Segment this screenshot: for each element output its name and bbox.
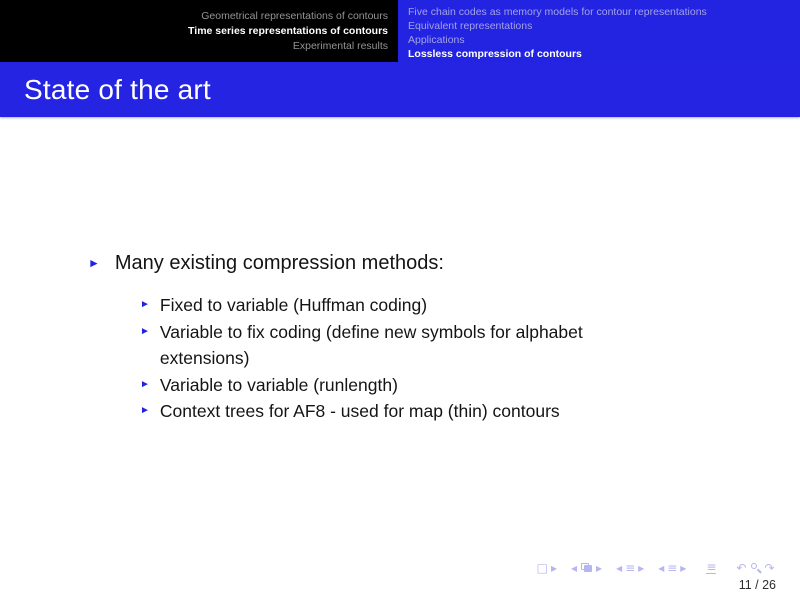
prev-subsection-arrow-icon[interactable]: ◂: [616, 560, 623, 575]
subsection-icon[interactable]: ≡: [625, 560, 636, 575]
next-section-arrow-icon[interactable]: ▸: [680, 560, 687, 575]
frame-title-bar: [0, 62, 800, 117]
bullet-triangle-icon: ►: [140, 325, 150, 337]
section-nav: [0, 0, 398, 62]
sub-bullet-text: Variable to variable (runlength): [159, 374, 398, 395]
section-icon[interactable]: ≡: [667, 560, 678, 575]
section-link-experimental[interactable]: Experimental results: [292, 40, 388, 52]
subsection-nav: [398, 0, 800, 62]
forward-icon[interactable]: ↷: [764, 560, 775, 575]
list-item: [88, 250, 800, 276]
sub-bullet-text: Fixed to variable (Huffman coding): [159, 295, 428, 315]
subsection-link-applications[interactable]: Applications: [408, 34, 465, 46]
bullet-triangle-icon: ►: [88, 256, 100, 270]
back-icon[interactable]: ↶: [736, 560, 747, 575]
presentation-icon[interactable]: ≡: [706, 559, 717, 574]
headline: [0, 0, 800, 62]
main-bullet-text: Many existing compression methods:: [114, 252, 444, 274]
section-link-geometrical[interactable]: Geometrical representations of contours: [201, 10, 388, 22]
sub-bullet-text: Variable to fix coding (define new symbols for alphabet extensions): [159, 321, 583, 368]
sub-bullet-list: [140, 292, 800, 425]
list-item: [140, 292, 800, 319]
frame-title: State of the art: [24, 73, 211, 105]
list-item: [140, 319, 800, 372]
subsection-link-chain-codes[interactable]: Five chain codes as memory models for contour representations: [408, 6, 707, 18]
next-subsection-arrow-icon[interactable]: ▸: [638, 560, 645, 575]
list-item: [140, 372, 800, 399]
section-link-time-series-current[interactable]: Time series representations of contours: [188, 25, 388, 37]
next-frame-arrow-icon[interactable]: ▸: [596, 560, 603, 575]
footer: [535, 560, 776, 592]
sub-bullet-text: Context trees for AF8 - used for map (thin) contours: [159, 401, 560, 421]
bullet-triangle-icon: ►: [140, 405, 150, 416]
slide-content: [0, 250, 800, 425]
slide-icon[interactable]: □: [536, 560, 548, 575]
subsection-link-equivalent[interactable]: Equivalent representations: [408, 20, 533, 32]
page-number: 11 / 26: [738, 578, 776, 592]
subsection-link-lossless-current[interactable]: Lossless compression of contours: [408, 48, 582, 60]
search-icon[interactable]: [750, 562, 761, 573]
beamer-navigation-symbols: [535, 560, 776, 575]
prev-frame-arrow-icon[interactable]: ◂: [571, 560, 578, 575]
bullet-triangle-icon: ►: [140, 378, 150, 390]
next-slide-arrow-icon[interactable]: ▸: [550, 560, 557, 575]
list-item: [140, 398, 800, 425]
frame-icon[interactable]: [581, 563, 593, 573]
prev-section-arrow-icon[interactable]: ◂: [658, 560, 665, 575]
bullet-triangle-icon: ►: [140, 299, 150, 310]
